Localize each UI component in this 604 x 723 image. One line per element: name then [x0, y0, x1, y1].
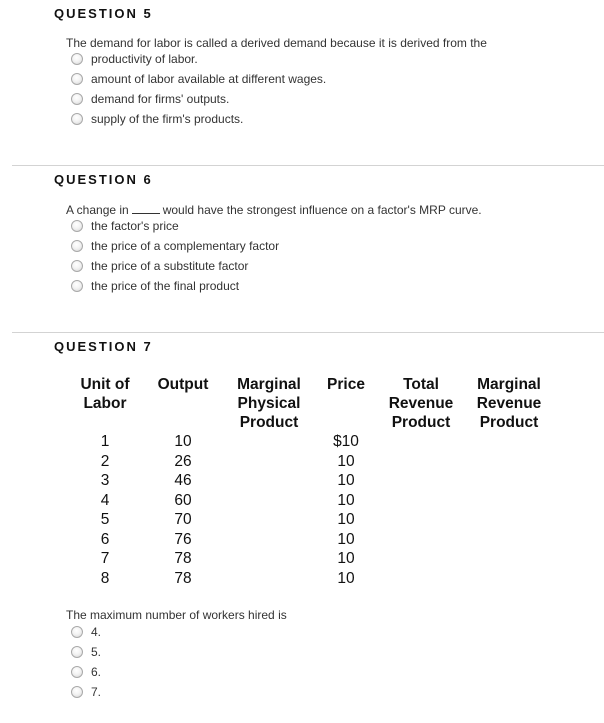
q7-option-1[interactable]	[71, 624, 101, 640]
header-marginal-physical-product: Marginal Physical Product	[237, 376, 301, 431]
q5-option-2[interactable]	[71, 71, 326, 87]
header-price: Price	[327, 376, 365, 393]
table-row: 3 46 10	[100, 472, 355, 489]
table-row: 1 10 $10	[100, 433, 359, 450]
header-unit-of-labor: Unit of Labor	[80, 376, 130, 412]
radio-button[interactable]	[71, 93, 83, 105]
q7-option-3[interactable]	[71, 664, 101, 680]
q6-option-4[interactable]	[71, 278, 239, 294]
q5-option-1[interactable]	[71, 51, 198, 67]
option-label: 4.	[91, 625, 102, 639]
radio-button[interactable]	[71, 73, 83, 85]
q7-option-4[interactable]	[71, 684, 101, 700]
question-divider	[12, 165, 604, 166]
header-total-revenue-product: Total Revenue Product	[388, 376, 454, 431]
option-label: amount of labor available at different wages.	[91, 72, 327, 86]
radio-button[interactable]	[71, 220, 83, 232]
prompt-text-after: would have the strongest influence on a factor's MRP curve.	[162, 203, 482, 217]
table-row: 6 76 10	[100, 530, 355, 548]
q6-option-3[interactable]	[71, 258, 248, 274]
q6-option-2[interactable]	[71, 238, 279, 254]
option-label: 5.	[91, 645, 102, 659]
option-label: the price of a substitute factor	[91, 259, 249, 273]
option-label: the factor's price	[91, 219, 179, 233]
table-row: 5 70 10	[100, 511, 355, 528]
option-label: productivity of labor.	[91, 52, 198, 66]
option-label: supply of the firm's products.	[91, 112, 244, 126]
option-label: demand for firms' outputs.	[91, 92, 230, 106]
q7-option-2[interactable]	[71, 644, 101, 660]
table-row: 2 26 10	[100, 452, 355, 470]
radio-button[interactable]	[71, 53, 83, 65]
radio-button[interactable]	[71, 646, 83, 658]
question-7-prompt: The maximum number of workers hired is	[66, 608, 287, 622]
table-header-row	[72, 375, 558, 432]
radio-button[interactable]	[71, 666, 83, 678]
fill-in-blank	[132, 203, 160, 214]
option-label: 6.	[91, 665, 102, 679]
option-label: the price of the final product	[91, 279, 240, 293]
option-label: the price of a complementary factor	[91, 239, 280, 253]
header-marginal-revenue-product: Marginal Revenue Product	[476, 376, 542, 431]
question-7-heading: QUESTION 7	[54, 339, 153, 354]
mrp-table	[72, 375, 558, 588]
radio-button[interactable]	[71, 260, 83, 272]
header-output: Output	[157, 376, 209, 393]
radio-button[interactable]	[71, 686, 83, 698]
question-6-heading: QUESTION 6	[54, 172, 153, 187]
radio-button[interactable]	[71, 280, 83, 292]
q5-option-3[interactable]	[71, 91, 229, 107]
table-row: 8 78 10	[100, 569, 355, 587]
table-row: 7 78 10	[100, 550, 355, 567]
table-row: 4 60 10	[100, 491, 355, 509]
radio-button[interactable]	[71, 626, 83, 638]
radio-button[interactable]	[71, 240, 83, 252]
question-5-prompt: The demand for labor is called a derived demand because it is derived from the	[66, 36, 487, 50]
q5-option-4[interactable]	[71, 111, 243, 127]
prompt-text-before: A change in	[66, 203, 129, 217]
question-5-heading: QUESTION 5	[54, 6, 153, 21]
q6-option-1[interactable]	[71, 218, 179, 234]
question-divider	[12, 332, 604, 333]
option-label: 7.	[91, 685, 102, 699]
question-6-prompt	[66, 203, 482, 217]
radio-button[interactable]	[71, 113, 83, 125]
